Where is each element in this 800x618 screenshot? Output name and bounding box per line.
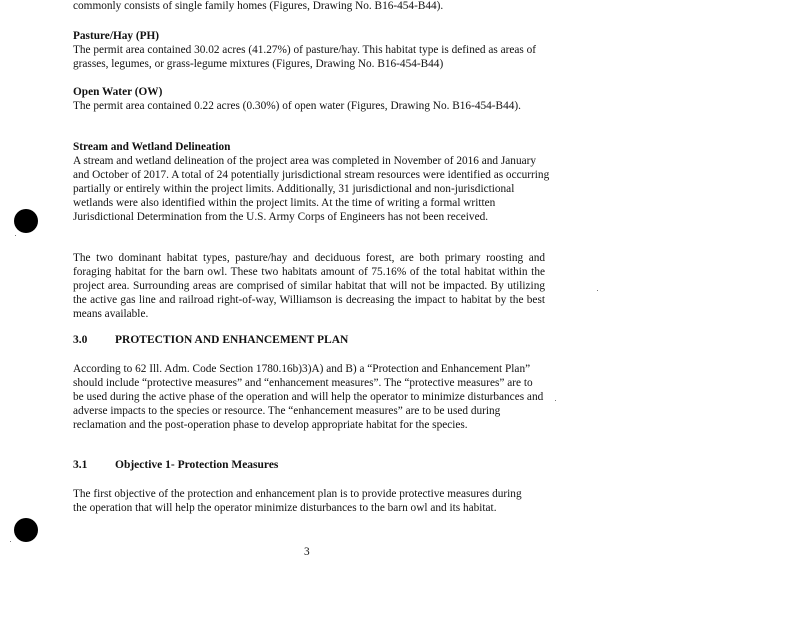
section-heading: Stream and Wetland Delineation: [73, 141, 231, 153]
page-number: 3: [304, 546, 310, 558]
scan-speck: [15, 235, 16, 236]
punch-hole: [14, 209, 38, 233]
section-3-heading: [73, 334, 348, 346]
section-3-1-body: The first objective of the protection and enhancement plan is to provide protective measures during the operation that will help the operator minimize disturbances to the barn owl and its habitat.: [73, 488, 522, 514]
habitat-heading: Open Water (OW): [73, 86, 163, 98]
section-number: 3.0: [73, 334, 88, 346]
scan-speck: [555, 400, 556, 401]
section-3-body: According to 62 Ill. Adm. Code Section 1780.16b)3)A) and B) a “Protection and Enhancement Plan” should include “protective measures” and “enhancement measures”. The “protective measures” are to be used during the active phase of the operation and will help the operator to minimize disturbances and adverse impacts to the species or resource. The “enhancement measures” are to be used during reclamation and the post-operation phase to develop appropriate habitat for the species.: [73, 363, 544, 431]
dominant-habitat-paragraph: The two dominant habitat types, pasture/hay and deciduous forest, are both primary roosting and foraging habitat for the barn owl. These two habitats amount of 75.16% of the total habitat within the project area. Surrounding areas are comprised of similar habitat that will not be impacted. By utilizing the active gas line and railroad right-of-way, Williamson is decreasing the impact to habitat by the best means available.: [73, 252, 545, 320]
section-body: A stream and wetland delineation of the project area was completed in November of 2016 and January and October of 2017. A total of 24 potentially jurisdictional stream resources were identified as occurring partially or entirely within the project limits. Additionally, 31 jurisdictional and non-jurisdictional wetlands were also identified within the project limits. At the time of writing a formal written Jurisdictional Determination from the U.S. Army Corps of Engineers has not been received.: [73, 155, 550, 223]
scan-speck: [10, 541, 11, 542]
stream-wetland-section: [73, 140, 553, 224]
scan-speck: [597, 290, 598, 291]
section-title: Objective 1- Protection Measures: [115, 459, 279, 471]
habitat-open-water: [73, 85, 553, 113]
habitat-body: The permit area contained 30.02 acres (41.27%) of pasture/hay. This habitat type is defined as areas of grasses, legumes, or grass-legume mixtures (Figures, Drawing No. B16-454-B44): [73, 44, 537, 70]
section-number: 3.1: [73, 459, 88, 471]
section-title: PROTECTION AND ENHANCEMENT PLAN: [115, 334, 349, 346]
habitat-pasture-hay: [73, 29, 553, 71]
habitat-heading: Pasture/Hay (PH): [73, 30, 160, 42]
habitat-body: The permit area contained 0.22 acres (0.30%) of open water (Figures, Drawing No. B16-454-B44).: [73, 100, 521, 112]
continuation-text: commonly consists of single family homes (Figures, Drawing No. B16-454-B44).: [73, 0, 444, 12]
section-3-1-heading: [73, 459, 278, 471]
punch-hole: [14, 518, 38, 542]
